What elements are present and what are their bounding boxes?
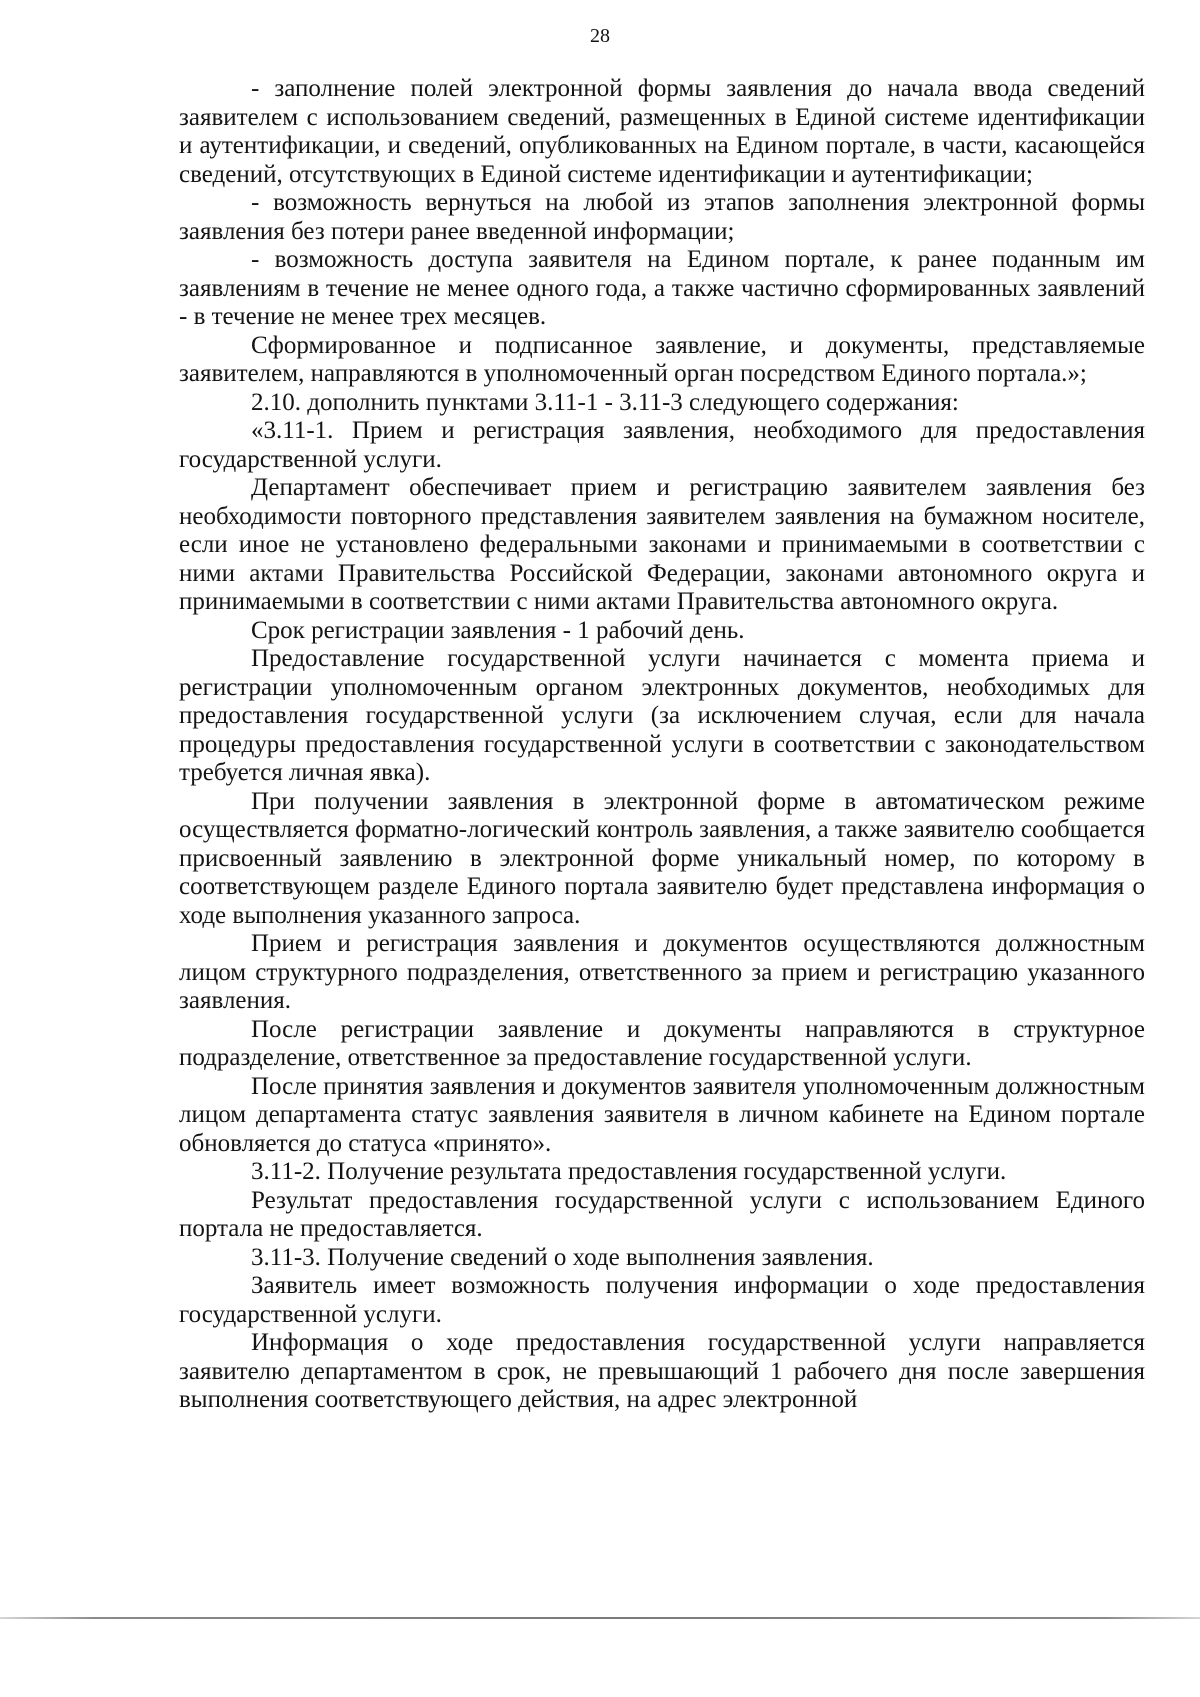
paragraph-8: Срок регистрации заявления - 1 рабочий день. (251, 616, 745, 644)
paragraph-14: 3.11-2. Получение результата предоставления государственной услуги. (251, 1158, 1007, 1185)
paragraph-10: При получении заявления в электронной форме в автоматическом режиме осуществляется форматно-логический контроль заявления, а также заявителю сообщается присвоенный заявлению в электронной форме уникальный номер, по которому в соответствующем разделе Единого портала заявителю будет представлена информация о ходе выполнения указанного запроса. (179, 787, 1145, 929)
paragraph-1: - заполнение полей электронной формы заявления до начала ввода сведений заявителем с использованием сведений, размещенных в Единой системе идентификации и аутентификации, и сведений, опубликованных на Едином портале, в части, касающейся сведений, отсутствующих в Единой системе идентификации и аутентификации; (179, 75, 1145, 188)
scan-edge-line (0, 1617, 1200, 1619)
document-body (179, 75, 1145, 1415)
paragraph-3: - возможность доступа заявителя на Едином портале, к ранее поданным им заявлениям в течение не менее одного года, а также частично сформированных заявлений - в течение не менее трех месяцев. (179, 246, 1145, 330)
paragraph-13: После принятия заявления и документов заявителя уполномоченным должностным лицом департамента статус заявления заявителя в личном кабинете на Едином портале обновляется до статуса «принято». (179, 1072, 1145, 1157)
paragraph-5: 2.10. дополнить пунктами 3.11-1 - 3.11-3 следующего содержания: (251, 388, 959, 416)
paragraph-17: Заявитель имеет возможность получения информации о ходе предоставления государственной услуги. (179, 1272, 1145, 1328)
paragraph-2: - возможность вернуться на любой из этапов заполнения электронной формы заявления без потери ранее введенной информации; (179, 189, 1145, 245)
paragraph-15: Результат предоставления государственной услуги с использованием Единого портала не предоставляется. (179, 1186, 1145, 1242)
paragraph-16: 3.11-3. Получение сведений о ходе выполнения заявления. (251, 1243, 874, 1271)
paragraph-12: После регистрации заявление и документы направляются в структурное подразделение, ответственное за предоставление государственной услуги. (179, 1015, 1145, 1071)
paragraph-6: «3.11-1. Прием и регистрация заявления, необходимого для предоставления государственной услуги. (179, 417, 1145, 473)
paragraph-4: Сформированное и подписанное заявление, и документы, представляемые заявителем, направляются в уполномоченный орган посредством Единого портала.»; (179, 331, 1145, 387)
paragraph-18: Информация о ходе предоставления государственной услуги направляется заявителю департаментом в срок, не превышающий 1 рабочего дня после завершения выполнения соответствующего действия, на адрес электронной (179, 1329, 1145, 1413)
page-number: 28 (590, 25, 610, 47)
paragraph-7: Департамент обеспечивает прием и регистрацию заявителем заявления без необходимости повторного представления заявителем заявления на бумажном носителе, если иное не установлено федеральными законами и принимаемыми в соответствии с ними актами Правительства Российской Федерации, законами автономного округа и принимаемыми в соответствии с ними актами Правительства автономного округа. (179, 474, 1145, 615)
paragraph-9: Предоставление государственной услуги начинается с момента приема и регистрации уполномоченным органом электронных документов, необходимых для предоставления государственной услуги (за исключением случая, если для начала процедуры предоставления государственной услуги в соответствии с законодательством требуется личная явка). (179, 645, 1145, 786)
paragraph-11: Прием и регистрация заявления и документов осуществляются должностным лицом структурного подразделения, ответственного за прием и регистрацию указанного заявления. (179, 930, 1145, 1014)
